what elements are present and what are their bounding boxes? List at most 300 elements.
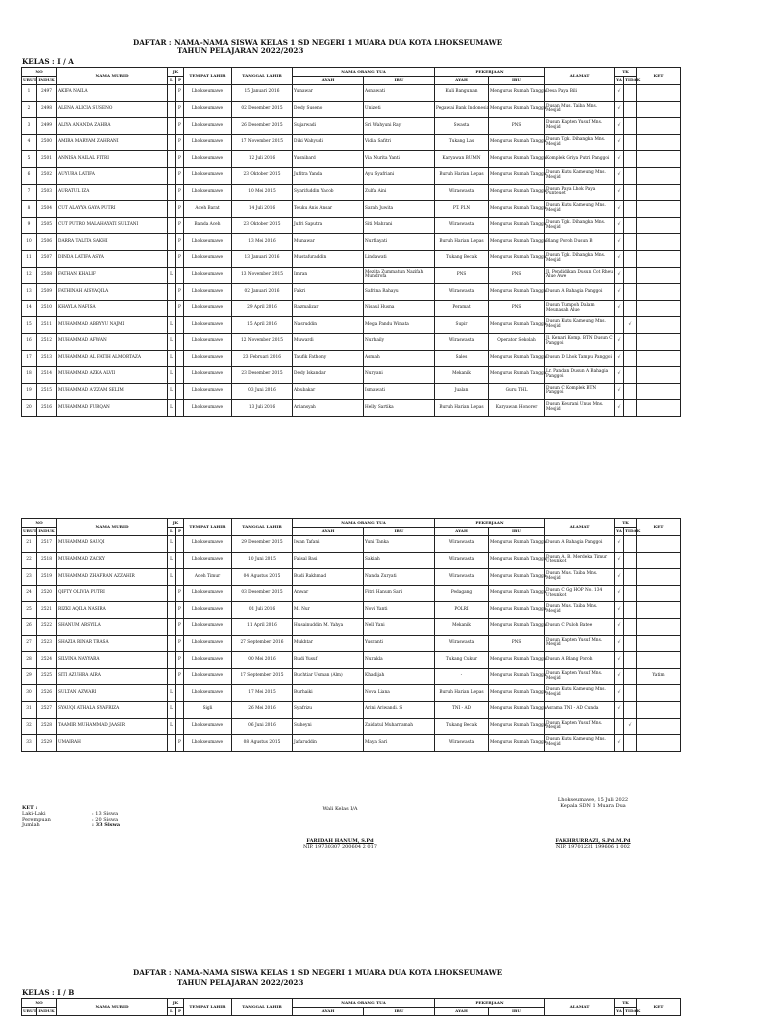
header-tidak: TIDAK [624, 528, 637, 536]
cell-p [176, 350, 184, 367]
header-ket: KET [637, 999, 681, 1016]
document-subtitle: TAHUN PELAJARAN 2022/2023 [177, 46, 304, 55]
cell-tempat: Lhokseumawe [184, 367, 232, 384]
cell-ya: √ [615, 635, 624, 652]
cell-kerja-ayah: - [435, 668, 489, 685]
cell-tidak [624, 350, 637, 367]
header-row-1 [22, 999, 681, 1008]
header-kerja-ayah: AYAH [435, 528, 489, 536]
kepsek-name: FAKHRURRAZI, S.Pd.M.Pd [555, 838, 631, 844]
wali-kelas-title: Wali Kelas I/A [322, 806, 358, 812]
cell-nama: AURATUL IZA [57, 184, 168, 201]
cell-no: 23 [22, 569, 37, 586]
class-label-a: KELAS : I / A [22, 57, 74, 66]
header-tanggal: TANGGAL LAHIR [232, 68, 293, 85]
table-row [22, 134, 681, 151]
header-urut: URUT [22, 77, 37, 85]
cell-induk: 2524 [37, 652, 57, 669]
cell-ket [637, 300, 681, 317]
cell-tidak [624, 250, 637, 267]
cell-ya: √ [615, 134, 624, 151]
cell-p [176, 685, 184, 702]
table-row [22, 367, 681, 384]
cell-nama: SILVINA NAYYARA [57, 652, 168, 669]
cell-kerja-ayah: Wiraswasta [435, 536, 489, 553]
cell-tidak [624, 333, 637, 350]
table-row [22, 718, 681, 735]
cell-ayah: Dedy Suseno [293, 101, 364, 118]
cell-alamat: Lr. Pandan Dusun A Bahagia Panggoi [545, 367, 615, 384]
cell-no: 12 [22, 267, 37, 284]
cell-ayah: Jafaruddin [293, 735, 364, 752]
cell-tidak: √ [624, 317, 637, 334]
header-l: L [168, 77, 176, 85]
cell-ket [637, 184, 681, 201]
cell-alamat: Dusun Kutu Kameung Mns. Mesjid [545, 167, 615, 184]
cell-kerja-ayah: Tukang Becak [435, 250, 489, 267]
cell-tempat: Lhokseumawe [184, 602, 232, 619]
cell-no: 25 [22, 602, 37, 619]
cell-ya: √ [615, 284, 624, 301]
cell-tidak [624, 536, 637, 553]
cell-ibu: Unizeti [364, 101, 435, 118]
header-ibu: IBU [364, 77, 435, 85]
cell-alamat: Desa Paya Bili [545, 85, 615, 102]
table-row [22, 300, 681, 317]
cell-kerja-ibu: Mengurus Rumah Tangga [489, 585, 545, 602]
cell-ya: √ [615, 201, 624, 218]
cell-kerja-ayah: Wiraswasta [435, 284, 489, 301]
cell-kerja-ibu: PNS [489, 635, 545, 652]
cell-ibu: Sri Wahyuni Ray [364, 118, 435, 135]
header-no: NO [22, 999, 57, 1008]
cell-tanggal: 12 November 2015 [232, 333, 293, 350]
cell-induk: 2507 [37, 250, 57, 267]
cell-p [176, 569, 184, 586]
header-pekerjaan: PEKERJAAN [435, 519, 545, 528]
cell-ket [637, 701, 681, 718]
document-title: DAFTAR : NAMA-NAMA SISWA KELAS 1 SD NEGERI 1 MUARA DUA KOTA LHOKSEUMAWE [133, 38, 503, 47]
cell-tempat: Lhokseumawe [184, 668, 232, 685]
cell-tempat: Lhokseumawe [184, 685, 232, 702]
cell-tanggal: 13 Januari 2016 [232, 250, 293, 267]
table-row [22, 167, 681, 184]
cell-ya: √ [615, 333, 624, 350]
cell-kerja-ibu: Mengurus Rumah Tangga [489, 101, 545, 118]
cell-l [168, 250, 176, 267]
cell-tidak [624, 735, 637, 752]
cell-ibu: Mega Pandu Winata [364, 317, 435, 334]
header-ortu: NAMA ORANG TUA [293, 999, 435, 1008]
cell-induk: 2522 [37, 618, 57, 635]
cell-no: 17 [22, 350, 37, 367]
cell-ibu: Nova Liana [364, 685, 435, 702]
cell-no: 8 [22, 201, 37, 218]
cell-l [168, 668, 176, 685]
header-tempat: TEMPAT LAHIR [184, 999, 232, 1016]
header-tk: TK [615, 519, 637, 528]
cell-tidak [624, 284, 637, 301]
cell-kerja-ibu: Karyawan Honorer [489, 400, 545, 417]
cell-tanggal: 12 Juli 2016 [232, 151, 293, 168]
cell-tempat: Lhokseumawe [184, 267, 232, 284]
cell-tanggal: 00 Mei 2016 [232, 652, 293, 669]
cell-ket [637, 217, 681, 234]
cell-l [168, 118, 176, 135]
cell-ayah: Razmalizar [293, 300, 364, 317]
cell-ket [637, 234, 681, 251]
cell-no: 29 [22, 668, 37, 685]
header-kerja-ibu: IBU [489, 1008, 545, 1016]
cell-l [168, 635, 176, 652]
ket-jumlah-value: : 33 Siswa [92, 822, 121, 829]
cell-induk: 2527 [37, 701, 57, 718]
cell-kerja-ayah: Pegawai Bank Indonesia [435, 101, 489, 118]
cell-p: P [176, 217, 184, 234]
table-row [22, 101, 681, 118]
cell-p [176, 267, 184, 284]
cell-nama: DINDA LATIFA ASYA [57, 250, 168, 267]
cell-ibu: Via Nurita Yanti [364, 151, 435, 168]
cell-alamat: Dusun A Bahagia Panggoi [545, 536, 615, 553]
cell-alamat: Dusun Kutu Kameung Mns. Mesjid [545, 685, 615, 702]
cell-alamat: Dusun Tumpoh Dalam Meunasah Alue [545, 300, 615, 317]
cell-tanggal: 23 Oktober 2015 [232, 217, 293, 234]
kepsek-block [523, 838, 663, 850]
cell-tanggal: 23 Oktober 2015 [232, 167, 293, 184]
cell-tidak [624, 217, 637, 234]
table-row [22, 317, 681, 334]
cell-nama: MUHAMMAD ABBYYU NAJMI [57, 317, 168, 334]
cell-tanggal: 26 Desember 2015 [232, 118, 293, 135]
header-ibu: IBU [364, 1008, 435, 1016]
cell-ayah: M. Nur [293, 602, 364, 619]
cell-no: 26 [22, 618, 37, 635]
cell-ya: √ [615, 652, 624, 669]
header-p: P [176, 1008, 184, 1016]
cell-induk: 2528 [37, 718, 57, 735]
cell-ket [637, 250, 681, 267]
cell-tidak [624, 234, 637, 251]
cell-l: L [168, 350, 176, 367]
cell-nama: TAAMIR MUHAMMAD JAASIR [57, 718, 168, 735]
cell-nama: DARRA TALITA SAKHI [57, 234, 168, 251]
cell-p: P [176, 234, 184, 251]
cell-induk: 2525 [37, 668, 57, 685]
cell-tanggal: 10 Juni 2015 [232, 552, 293, 569]
header-nama: NAMA MURID [57, 999, 168, 1016]
cell-no: 5 [22, 151, 37, 168]
cell-ya [615, 317, 624, 334]
cell-tidak [624, 184, 637, 201]
cell-kerja-ibu: Mengurus Rumah Tangga [489, 618, 545, 635]
cell-ya: √ [615, 602, 624, 619]
cell-ya: √ [615, 167, 624, 184]
cell-tidak [624, 201, 637, 218]
cell-induk: 2520 [37, 585, 57, 602]
cell-l: L [168, 552, 176, 569]
header-jk: JK [168, 519, 184, 528]
cell-kerja-ibu: Mengurus Rumah Tangga [489, 250, 545, 267]
cell-ayah: Yusnibard [293, 151, 364, 168]
cell-p: P [176, 602, 184, 619]
cell-nama: MUHAMMAD A'ZZAM SELIM [57, 383, 168, 400]
cell-alamat: Asrama TNI - AD Cunda [545, 701, 615, 718]
cell-kerja-ibu: Guru THL [489, 383, 545, 400]
cell-kerja-ibu: Mengurus Rumah Tangga [489, 602, 545, 619]
table-row [22, 569, 681, 586]
table-row [22, 267, 681, 284]
cell-tempat: Lhokseumawe [184, 400, 232, 417]
cell-no: 16 [22, 333, 37, 350]
cell-kerja-ayah: Wiraswasta [435, 569, 489, 586]
cell-nama: ALENA ALICIA SUSENO [57, 101, 168, 118]
cell-kerja-ibu: PNS [489, 300, 545, 317]
wali-kelas-name: FARIDAH HANUM, S.Pd [306, 838, 374, 844]
cell-induk: 2497 [37, 85, 57, 102]
cell-ibu: Asnawati [364, 85, 435, 102]
cell-ket [637, 718, 681, 735]
cell-no: 33 [22, 735, 37, 752]
table-row [22, 250, 681, 267]
cell-induk: 2518 [37, 552, 57, 569]
cell-tanggal: 13 Mei 2016 [232, 234, 293, 251]
cell-alamat: Dusun Kutu Kameung Mns. Mesjid [545, 317, 615, 334]
cell-no: 11 [22, 250, 37, 267]
cell-induk: 2509 [37, 284, 57, 301]
document-title-2: DAFTAR : NAMA-NAMA SISWA KELAS 1 SD NEGERI 1 MUARA DUA KOTA LHOKSEUMAWE [133, 968, 503, 977]
cell-alamat: Dusun C Puloh Batee [545, 618, 615, 635]
cell-no: 18 [22, 367, 37, 384]
table-row [22, 85, 681, 102]
header-nama: NAMA MURID [57, 519, 168, 536]
cell-no: 1 [22, 85, 37, 102]
cell-induk: 2521 [37, 602, 57, 619]
cell-kerja-ibu: PNS [489, 267, 545, 284]
cell-tidak [624, 602, 637, 619]
cell-induk: 2514 [37, 367, 57, 384]
cell-p [176, 552, 184, 569]
cell-ket [637, 284, 681, 301]
cell-tempat: Lhokseumawe [184, 151, 232, 168]
cell-ayah: Abubakar [293, 383, 364, 400]
cell-tempat: Lhokseumawe [184, 250, 232, 267]
cell-l [168, 735, 176, 752]
cell-induk: 2529 [37, 735, 57, 752]
cell-l [168, 602, 176, 619]
cell-tempat: Lhokseumawe [184, 718, 232, 735]
header-alamat: ALAMAT [545, 999, 615, 1016]
table-row [22, 201, 681, 218]
cell-l: L [168, 383, 176, 400]
cell-p: P [176, 167, 184, 184]
cell-ibu: Helly Sartika [364, 400, 435, 417]
cell-ya: √ [615, 85, 624, 102]
cell-no: 9 [22, 217, 37, 234]
cell-p [176, 367, 184, 384]
header-ya: YA [615, 1008, 624, 1016]
cell-ya [615, 718, 624, 735]
cell-ibu: Lindawati [364, 250, 435, 267]
cell-l: L [168, 367, 176, 384]
cell-tidak [624, 151, 637, 168]
cell-tanggal: 03 Desember 2015 [232, 585, 293, 602]
cell-ya: √ [615, 250, 624, 267]
cell-ket [637, 585, 681, 602]
cell-kerja-ayah: POLRI [435, 602, 489, 619]
header-no: NO [22, 68, 57, 77]
cell-alamat: Dusun C Komplek BTN Panggoi [545, 383, 615, 400]
cell-kerja-ayah: Wiraswasta [435, 735, 489, 752]
cell-kerja-ayah: Buruh Harian Lepas [435, 167, 489, 184]
cell-tidak [624, 267, 637, 284]
cell-ibu: Ismawati [364, 383, 435, 400]
wali-kelas-block [270, 838, 410, 850]
cell-induk: 2500 [37, 134, 57, 151]
cell-alamat: Dusun Kutu Kameung Mns. Mesjid [545, 201, 615, 218]
cell-l [168, 284, 176, 301]
cell-tempat: Lhokseumawe [184, 333, 232, 350]
cell-ket [637, 383, 681, 400]
cell-tempat: Lhokseumawe [184, 134, 232, 151]
cell-no: 30 [22, 685, 37, 702]
ket-jumlah [22, 823, 142, 829]
header-kerja-ibu: IBU [489, 528, 545, 536]
cell-tempat: Lhokseumawe [184, 552, 232, 569]
cell-kerja-ayah: Swasta [435, 118, 489, 135]
header-tanggal: TANGGAL LAHIR [232, 999, 293, 1016]
cell-l [168, 201, 176, 218]
table-row [22, 184, 681, 201]
header-ibu: IBU [364, 528, 435, 536]
cell-ket [637, 201, 681, 218]
cell-no: 19 [22, 383, 37, 400]
cell-ket [637, 134, 681, 151]
cell-ya: √ [615, 400, 624, 417]
cell-l: L [168, 400, 176, 417]
cell-tidak [624, 685, 637, 702]
cell-ayah: Buchtiar Usman (Alm) [293, 668, 364, 685]
cell-induk: 2516 [37, 400, 57, 417]
cell-ibu: Nurfiayati [364, 234, 435, 251]
cell-tempat: Lhokseumawe [184, 317, 232, 334]
cell-alamat: Dusun Tgk. Dihangka Mns. Mesjid [545, 250, 615, 267]
table-row [22, 234, 681, 251]
cell-ibu: Vidia Safitri [364, 134, 435, 151]
cell-tempat: Lhokseumawe [184, 300, 232, 317]
cell-kerja-ibu: Mengurus Rumah Tangga [489, 536, 545, 553]
cell-tanggal: 27 September 2016 [232, 635, 293, 652]
cell-ibu: Nisaul Husna [364, 300, 435, 317]
kepsek-header [528, 797, 658, 809]
cell-tanggal: 04 Agustus 2015 [232, 569, 293, 586]
cell-p: P [176, 668, 184, 685]
cell-no: 28 [22, 652, 37, 669]
cell-ibu: Nanda Zuryati [364, 569, 435, 586]
cell-ayah: Iwan Tafani [293, 536, 364, 553]
cell-ibu: Novi Yanti [364, 602, 435, 619]
header-ayah: AYAH [293, 528, 364, 536]
cell-ayah: Dedy Iskandar [293, 367, 364, 384]
header-ya: YA [615, 528, 624, 536]
cell-tanggal: 23 Desember 2015 [232, 367, 293, 384]
cell-induk: 2502 [37, 167, 57, 184]
cell-no: 14 [22, 300, 37, 317]
cell-ayah: Syafrizu [293, 701, 364, 718]
cell-nama: UMAIRAH [57, 735, 168, 752]
cell-l: L [168, 718, 176, 735]
ket-title: KET : [22, 805, 38, 811]
cell-ket [637, 267, 681, 284]
cell-ket [637, 552, 681, 569]
kepsek-nip: NIP. 19701231 199606 1 002 [556, 844, 630, 850]
cell-ket [637, 151, 681, 168]
cell-tanggal: 08 Agustus 2015 [232, 735, 293, 752]
cell-kerja-ibu: Mengurus Rumah Tangga [489, 217, 545, 234]
cell-ayah: Mustafuraddin [293, 250, 364, 267]
cell-kerja-ayah: Peramat [435, 300, 489, 317]
cell-ket [637, 101, 681, 118]
cell-ayah: Diki Wahyudi [293, 134, 364, 151]
cell-ayah: Munawar [293, 234, 364, 251]
cell-tidak [624, 635, 637, 652]
cell-ket [637, 536, 681, 553]
cell-ket [637, 735, 681, 752]
cell-ayah: Teuku Anis Ansar [293, 201, 364, 218]
cell-ibu: Arini Ariwandi. S [364, 701, 435, 718]
cell-p [176, 718, 184, 735]
cell-tempat: Banda Aceh [184, 217, 232, 234]
cell-alamat: Jl. Pendidikan Dusun Cot Rheu Alue Awe [545, 267, 615, 284]
cell-l [168, 134, 176, 151]
cell-p [176, 383, 184, 400]
cell-ya: √ [615, 300, 624, 317]
cell-kerja-ayah: PNS [435, 267, 489, 284]
table-row [22, 400, 681, 417]
cell-no: 13 [22, 284, 37, 301]
cell-ibu: Siti Mahrani [364, 217, 435, 234]
header-nama: NAMA MURID [57, 68, 168, 85]
cell-ibu: Sarah Juwita [364, 201, 435, 218]
cell-alamat: Dusun Mus. Taiba Mns. Mesjid [545, 569, 615, 586]
cell-induk: 2517 [37, 536, 57, 553]
cell-alamat: Dusun Kapten Yusuf Mns. Mesjid [545, 118, 615, 135]
cell-ket [637, 652, 681, 669]
cell-ibu: Nurhaily [364, 333, 435, 350]
cell-p [176, 400, 184, 417]
cell-tempat: Aceh Barat [184, 201, 232, 218]
cell-tanggal: 17 November 2015 [232, 134, 293, 151]
cell-nama: SHANUM ARSYILA [57, 618, 168, 635]
header-row-1 [22, 68, 681, 77]
cell-ayah: Budi Rakhmad [293, 569, 364, 586]
cell-ket [637, 317, 681, 334]
table-row [22, 333, 681, 350]
cell-no: 4 [22, 134, 37, 151]
cell-kerja-ibu: Mengurus Rumah Tangga [489, 201, 545, 218]
cell-kerja-ayah: Buruh Harian Lepas [435, 685, 489, 702]
cell-ibu: Khadijah [364, 668, 435, 685]
cell-ket [637, 635, 681, 652]
cell-kerja-ibu: Mengurus Rumah Tangga [489, 151, 545, 168]
cell-ya: √ [615, 367, 624, 384]
cell-ya: √ [615, 618, 624, 635]
cell-l: L [168, 536, 176, 553]
cell-tempat: Sigli [184, 701, 232, 718]
cell-induk: 2505 [37, 217, 57, 234]
cell-ibu: Safrina Rahayu [364, 284, 435, 301]
cell-ya: √ [615, 383, 624, 400]
